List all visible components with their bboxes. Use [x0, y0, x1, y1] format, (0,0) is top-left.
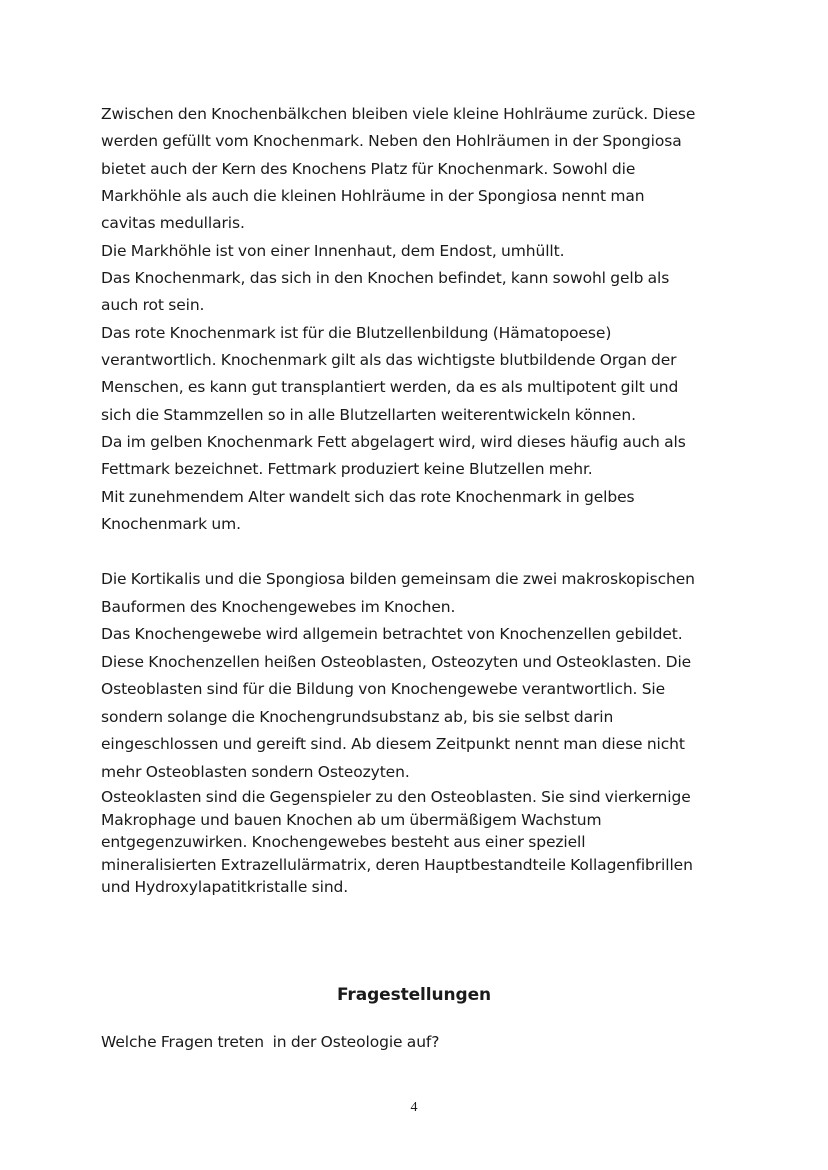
text-line: Diese Knochenzellen heißen Osteoblasten, Osteozyten und Osteoklasten. Die [101, 652, 692, 671]
text-line: Osteoklasten sind die Gegenspieler zu den Osteoblasten. Sie sind vierkernige [101, 788, 691, 806]
text-line: Die Kortikalis und die Spongiosa bilden gemeinsam die zwei makroskopischen [101, 570, 695, 588]
text-line: Knochenmark um. [101, 515, 241, 534]
paragraph-osteoklasten [101, 786, 761, 899]
text-line: Da im gelben Knochenmark Fett abgelagert wird, wird dieses häufig auch als [101, 433, 686, 452]
text-line: mineralisierten Extrazellulärmatrix, deren Hauptbestandteile Kollagenfibrillen [101, 855, 693, 874]
text-line: werden gefüllt vom Knochenmark. Neben den Hohlräumen in der Spongiosa [101, 132, 682, 151]
text-line: eingeschlossen und gereift sind. Ab diesem Zeitpunkt nennt man diese nicht [101, 735, 685, 753]
page-number: 4 [410, 1100, 418, 1115]
text-line: sondern solange die Knochengrundsubstanz ab, bis sie selbst darin [101, 707, 614, 726]
section-heading: Fragestellungen [336, 985, 491, 1005]
question-text: Welche Fragen treten in der Osteologie auf? [101, 1033, 440, 1051]
text-line: Das Knochengewebe wird allgemein betrachtet von Knochenzellen gebildet. [101, 625, 683, 643]
text-line: mehr Osteoblasten sondern Osteozyten. [101, 762, 410, 781]
text-line: bietet auch der Kern des Knochens Platz für Knochenmark. Sowohl die [101, 159, 636, 178]
text-line: Das rote Knochenmark ist für die Blutzellenbildung (Hämatopoese) [101, 323, 612, 342]
text-line: Bauformen des Knochengewebes im Knochen. [101, 597, 456, 616]
text-line: sich die Stammzellen so in alle Blutzellarten weiterentwickeln können. [101, 405, 636, 424]
text-line: Menschen, es kann gut transplantiert werden, da es als multipotent gilt und [101, 378, 679, 397]
text-line: entgegenzuwirken. Knochengewebes besteht aus einer speziell [101, 833, 586, 852]
text-line: Fettmark bezeichnet. Fettmark produziert keine Blutzellen mehr. [101, 460, 593, 479]
text-line: Markhöhle als auch die kleinen Hohlräume in der Spongiosa nennt man [101, 187, 645, 206]
text-line: Das Knochenmark, das sich in den Knochen befindet, kann sowohl gelb als [101, 269, 670, 288]
text-line: auch rot sein. [101, 296, 205, 315]
text-line: Mit zunehmendem Alter wandelt sich das rote Knochenmark in gelbes [101, 487, 635, 506]
text-line: Osteoblasten sind für die Bildung von Knochengewebe verantwortlich. Sie [101, 680, 666, 698]
text-line: Zwischen den Knochenbälkchen bleiben viele kleine Hohlräume zurück. Diese [101, 105, 696, 123]
text-line: cavitas medullaris. [101, 214, 245, 233]
paragraph-knochenmark [101, 101, 761, 539]
text-line: und Hydroxylapatitkristalle sind. [101, 878, 349, 897]
text-line: verantwortlich. Knochenmark gilt als das wichtigste blutbildende Organ der [101, 351, 677, 370]
text-line: Die Markhöhle ist von einer Innenhaut, dem Endost, umhüllt. [101, 241, 565, 260]
paragraph-knochengewebe [101, 566, 761, 786]
text-line: Makrophage und bauen Knochen ab um übermäßigem Wachstum [101, 810, 602, 829]
